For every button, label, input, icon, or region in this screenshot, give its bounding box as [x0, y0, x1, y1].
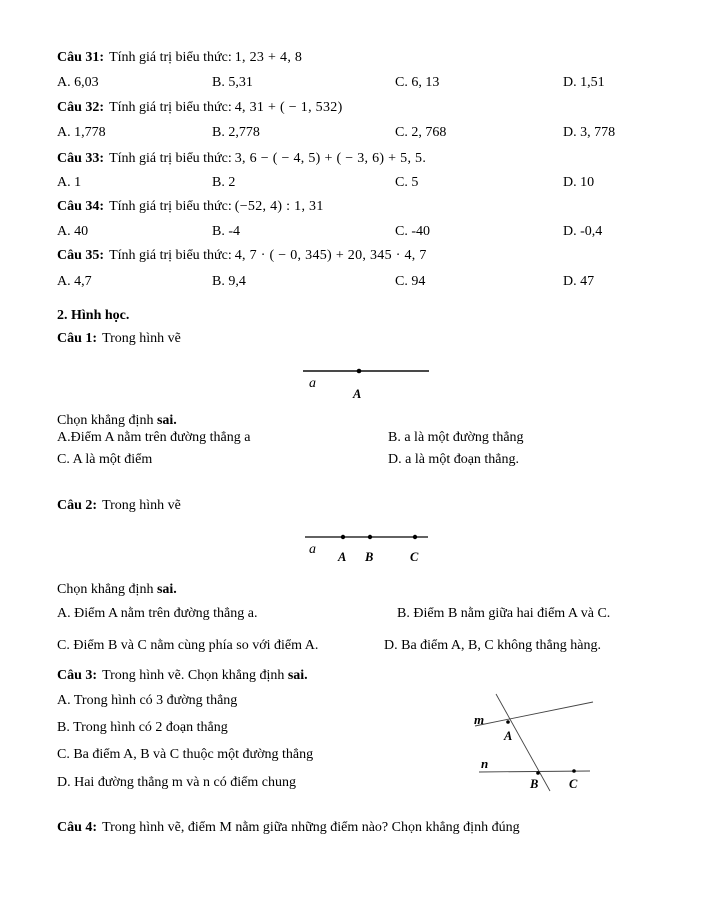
question-31-line	[57, 49, 302, 66]
question-prompt: Tính giá trị biểu thức:	[109, 151, 232, 166]
question-prompt: Tính giá trị biểu thức:	[109, 100, 232, 115]
point-C-dot	[572, 769, 576, 773]
option-d: D. 3, 778	[563, 125, 616, 140]
question-32-line	[57, 99, 343, 116]
question-prompt: Tính giá trị biểu thức:	[109, 199, 232, 214]
question-31-options	[57, 74, 682, 91]
question-prompt: Tính giá trị biểu thức:	[109, 248, 232, 263]
line-label-m: m	[474, 712, 485, 727]
question-prompt: Trong hình vẽ	[102, 331, 181, 346]
question-3-option-d: D. Hai đường thẳng m và n có điểm chung	[57, 775, 296, 790]
question-35-options	[57, 273, 682, 290]
question-1-instruction	[57, 412, 177, 429]
question-1-options-row-1	[57, 429, 682, 446]
instruction-text: Chọn khẳng định	[57, 413, 157, 428]
question-label: Câu 32:	[57, 100, 105, 115]
line-m	[475, 702, 593, 726]
question-label: Câu 33:	[57, 151, 105, 166]
point-B-dot	[368, 535, 372, 539]
question-2-line	[57, 497, 181, 514]
question-prompt: Tính giá trị biểu thức:	[109, 50, 232, 65]
question-prompt-bold: sai.	[287, 668, 308, 683]
question-3-option-c: C. Ba điểm A, B và C thuộc một đường thẳng	[57, 747, 314, 762]
option-d: D. Ba điểm A, B, C không thẳng hàng.	[384, 638, 601, 653]
figure-line-a-with-point-A	[297, 358, 437, 400]
instruction-text: Chọn khẳng định	[57, 582, 157, 597]
question-prompt: Trong hình vẽ. Chọn khẳng định	[102, 668, 288, 683]
question-prompt: Trong hình vẽ	[102, 498, 181, 513]
question-1-options-row-2	[57, 451, 682, 468]
question-2-instruction	[57, 581, 177, 598]
option-b: B. -4	[212, 224, 240, 239]
question-32-options	[57, 124, 682, 141]
point-A-dot	[341, 535, 345, 539]
figure-line-a-with-points-ABC	[297, 527, 437, 565]
question-4-line	[57, 819, 520, 836]
option-c: C. 2, 768	[395, 125, 447, 140]
question-expression: (−52, 4) : 1, 31	[234, 199, 324, 214]
option-a: A. Điểm A nằm trên đường thẳng a.	[57, 606, 258, 621]
question-2-options-row-1	[57, 605, 682, 622]
option-c: C. A là một điểm	[57, 452, 153, 467]
point-label-C: C	[569, 777, 578, 791]
option-a: A. 1	[57, 175, 82, 190]
question-prompt: Trong hình vẽ, điểm M nằm giữa những điểm nào? Chọn khẳng định đúng	[102, 820, 520, 835]
point-label-B: B	[530, 777, 539, 791]
option-b: B. a là một đường thẳng	[388, 430, 524, 445]
option-a: A. 6,03	[57, 75, 99, 90]
option-a: A.Điểm A nằm trên đường thẳng a	[57, 430, 251, 445]
question-3-option-a: A. Trong hình có 3 đường thẳng	[57, 693, 238, 708]
point-A-dot	[357, 369, 362, 374]
option-c: C. 94	[395, 274, 426, 289]
point-label-B: B	[365, 550, 374, 564]
question-label: Câu 3:	[57, 668, 98, 683]
line-label-n: n	[481, 756, 489, 771]
option-c: C. Điểm B và C nằm cùng phía so với điểm A.	[57, 638, 319, 653]
question-2-options-row-2	[57, 637, 682, 654]
instruction-bold: sai.	[156, 582, 177, 597]
question-expression: 4, 7 · ( − 0, 345) + 20, 345 · 4, 7	[234, 248, 427, 263]
point-label-A: A	[338, 550, 347, 564]
option-c: C. -40	[395, 224, 430, 239]
option-a: A. 4,7	[57, 274, 92, 289]
option-d: D. 1,51	[563, 75, 605, 90]
question-expression: 1, 23 + 4, 8	[234, 50, 303, 65]
question-label: Câu 35:	[57, 248, 105, 263]
question-label: Câu 1:	[57, 331, 98, 346]
option-d: D. -0,4	[563, 224, 603, 239]
question-3-option-b: B. Trong hình có 2 đoạn thẳng	[57, 720, 228, 735]
question-33-options	[57, 174, 682, 191]
question-label: Câu 34:	[57, 199, 105, 214]
question-35-line	[57, 247, 427, 264]
instruction-bold: sai.	[156, 413, 177, 428]
question-1-line	[57, 330, 181, 347]
line-label-a: a	[309, 542, 316, 557]
option-b: B. 2,778	[212, 125, 260, 140]
question-label: Câu 31:	[57, 50, 105, 65]
question-expression: 3, 6 − ( − 4, 5) + ( − 3, 6) + 5, 5.	[234, 151, 427, 166]
question-33-line	[57, 150, 426, 167]
section-heading: 2. Hình học.	[57, 308, 130, 323]
option-a: A. 1,778	[57, 125, 106, 140]
option-b: B. 9,4	[212, 274, 246, 289]
question-expression: 4, 31 + ( − 1, 532)	[234, 100, 343, 115]
question-3-line	[57, 667, 308, 684]
option-b: B. Điểm B nằm giữa hai điểm A và C.	[397, 606, 611, 621]
figure-lines-m-n-points-ABC	[460, 683, 610, 805]
option-a: A. 40	[57, 224, 89, 239]
option-b: B. 5,31	[212, 75, 253, 90]
question-label: Câu 4:	[57, 820, 98, 835]
point-label-C: C	[410, 550, 419, 564]
option-d: D. a là một đoạn thẳng.	[388, 452, 520, 467]
option-d: D. 47	[563, 274, 595, 289]
question-34-line	[57, 198, 324, 215]
point-B-dot	[536, 771, 540, 775]
option-b: B. 2	[212, 175, 236, 190]
question-label: Câu 2:	[57, 498, 98, 513]
question-34-options	[57, 223, 682, 240]
option-d: D. 10	[563, 175, 595, 190]
option-c: C. 6, 13	[395, 75, 440, 90]
point-label-A: A	[504, 729, 513, 743]
point-label-A: A	[353, 387, 362, 400]
line-label-a: a	[309, 376, 316, 391]
option-c: C. 5	[395, 175, 419, 190]
point-C-dot	[413, 535, 417, 539]
point-A-dot	[506, 720, 510, 724]
